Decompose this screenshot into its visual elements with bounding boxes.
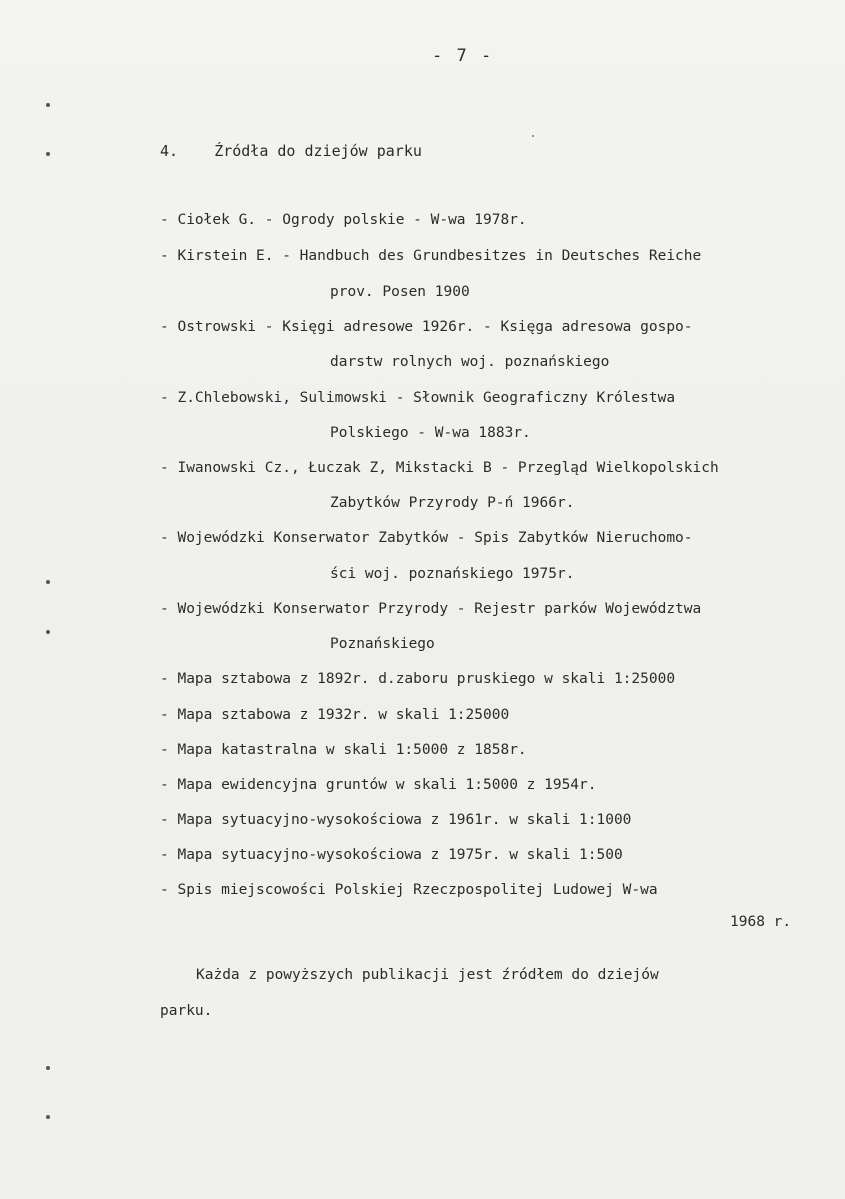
source-entry-7: - Wojewódzki Konserwator Przyrody - Rejestr parków Województwa	[160, 601, 702, 617]
source-entry-14-cont: 1968 r.	[730, 914, 792, 930]
source-entry-11: - Mapa ewidencyjna gruntów w skali 1:5000 z 1954r.	[160, 777, 597, 793]
source-entry-5-cont: Zabytków Przyrody P-ń 1966r.	[330, 495, 575, 511]
source-entry-4: - Z.Chlebowski, Sulimowski - Słownik Geograficzny Królestwa	[160, 390, 676, 406]
source-entry-12: - Mapa sytuacyjno-wysokościowa z 1961r. w skali 1:1000	[160, 812, 632, 828]
closing-paragraph-line-1: Każda z powyższych publikacji jest źródłem do dziejów	[196, 967, 659, 983]
source-entry-9: - Mapa sztabowa z 1932r. w skali 1:25000	[160, 707, 510, 723]
source-entry-4-cont: Polskiego - W-wa 1883r.	[330, 425, 531, 441]
closing-paragraph-line-2: parku.	[160, 1003, 213, 1019]
source-entry-3-cont: darstw rolnych woj. poznańskiego	[330, 354, 610, 370]
punch-hole-mark	[46, 1066, 50, 1070]
section-heading	[160, 142, 422, 160]
source-entry-1: - Ciołek G. - Ogrody polskie - W-wa 1978r.	[160, 212, 527, 228]
source-entry-10: - Mapa katastralna w skali 1:5000 z 1858r.	[160, 742, 527, 758]
source-entry-5: - Iwanowski Cz., Łuczak Z, Mikstacki B - Przegląd Wielkopolskich	[160, 460, 719, 476]
punch-hole-mark	[46, 1115, 50, 1119]
punch-hole-mark	[46, 103, 50, 107]
section-number: 4.	[160, 142, 179, 160]
source-entry-13: - Mapa sytuacyjno-wysokościowa z 1975r. w skali 1:500	[160, 847, 623, 863]
punch-hole-mark	[46, 152, 50, 156]
source-entry-8: - Mapa sztabowa z 1892r. d.zaboru pruskiego w skali 1:25000	[160, 671, 676, 687]
source-entry-2: - Kirstein E. - Handbuch des Grundbesitzes in Deutsches Reiche	[160, 248, 702, 264]
page-number: - 7 -	[432, 46, 494, 66]
paper-speck	[532, 135, 534, 137]
punch-hole-mark	[46, 580, 50, 584]
source-entry-14: - Spis miejscowości Polskiej Rzeczpospolitej Ludowej W-wa	[160, 882, 658, 898]
source-entry-2-cont: prov. Posen 1900	[330, 284, 470, 300]
source-entry-6-cont: ści woj. poznańskiego 1975r.	[330, 566, 575, 582]
punch-hole-mark	[46, 630, 50, 634]
source-entry-7-cont: Poznańskiego	[330, 636, 435, 652]
section-title: Źródła do dziejów parku	[214, 142, 422, 160]
source-entry-3: - Ostrowski - Księgi adresowe 1926r. - Księga adresowa gospo-	[160, 319, 693, 335]
source-entry-6: - Wojewódzki Konserwator Zabytków - Spis Zabytków Nieruchomo-	[160, 530, 693, 546]
